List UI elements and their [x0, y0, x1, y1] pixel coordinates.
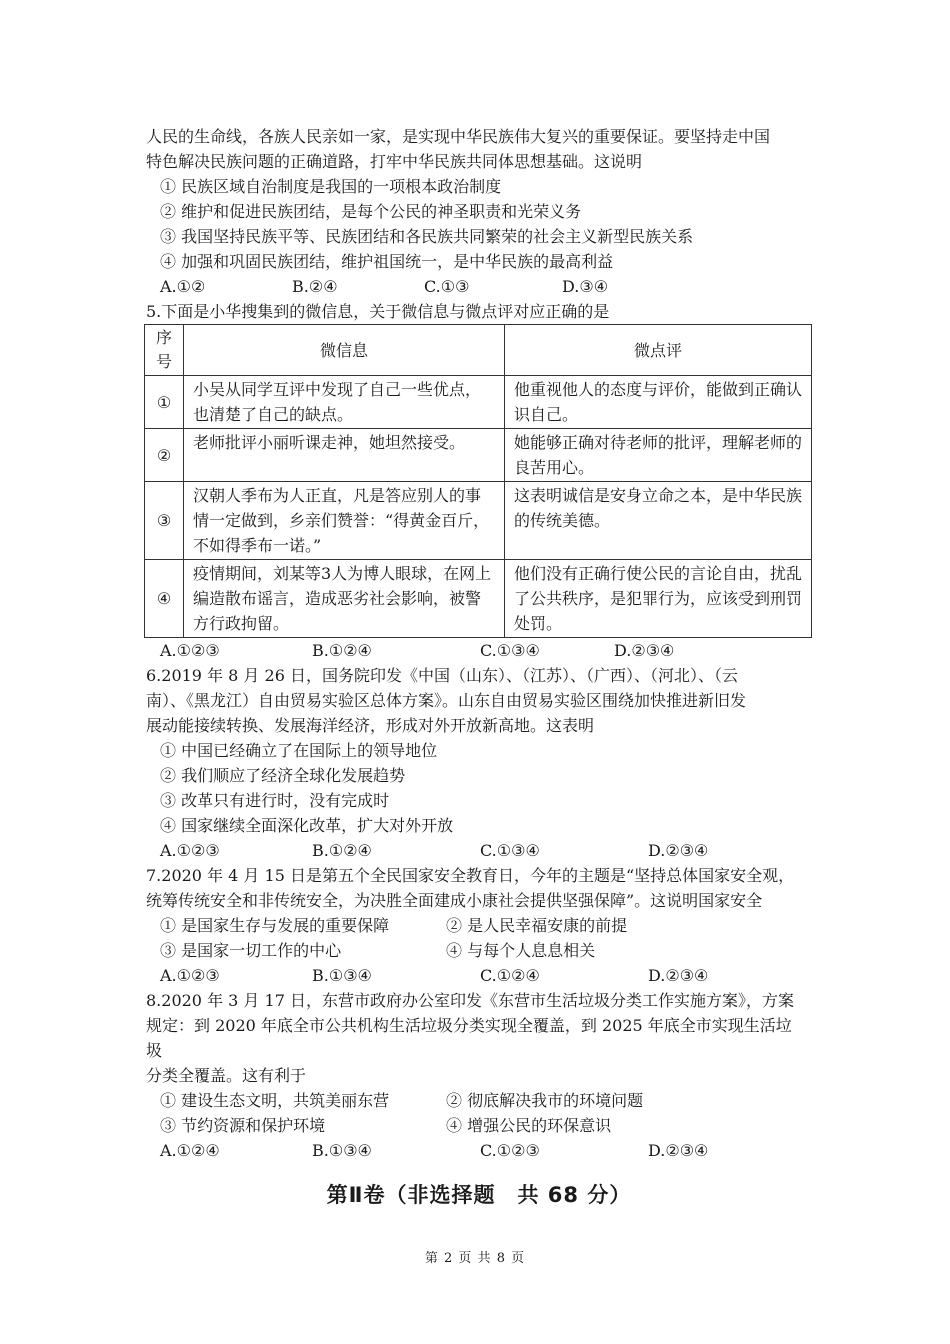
q6-stem-line: 展动能接续转换、发展海洋经济，形成对外开放新高地。这表明 [146, 716, 595, 735]
q8-item: ④ 增强公民的环保意识 [446, 1116, 612, 1135]
q7-item: ④ 与每个人息息相关 [446, 941, 596, 960]
q7-item-row [146, 913, 812, 938]
q4-option-a: A.①② [160, 277, 206, 296]
page-footer: 第 2 页 共 8 页 [424, 1251, 526, 1266]
q4-stem-line: 特色解决民族问题的正确道路，打牢中华民族共同体思想基础。这说明 [146, 152, 643, 171]
q6-item: ④ 国家继续全面深化改革，扩大对外开放 [160, 816, 454, 835]
q7-stem-line: 7.2020 年 4 月 15 日是第五个全民国家安全教育日，今年的主题是“坚持总体国家安全观， [146, 866, 795, 885]
row-comment: 他重视他人的态度与评价，能做到正确认识自己。 [505, 376, 812, 429]
q4-option-b: B.②④ [292, 277, 338, 296]
row-number: ② [145, 429, 184, 482]
q7-item: ③ 是国家一切工作的中心 [160, 941, 342, 960]
q8-item: ③ 节约资源和保护环境 [160, 1116, 326, 1135]
q8-item-row [146, 1113, 812, 1138]
header-info: 微信息 [184, 325, 505, 376]
header-number: 序号 [145, 325, 184, 376]
q7-options [146, 963, 812, 988]
q5-stem: 5.下面是小华搜集到的微信息，关于微信息与微点评对应正确的是 [146, 302, 610, 321]
row-comment: 他们没有正确行使公民的言论自由，扰乱了公共秩序，是犯罪行为，应该受到刑罚处罚。 [505, 560, 812, 638]
row-number: ④ [145, 560, 184, 638]
q5-option-b: B.①②④ [312, 641, 372, 660]
row-comment: 她能够正确对待老师的批评，理解老师的良苦用心。 [505, 429, 812, 482]
q6-options [146, 838, 812, 863]
q4-item: ② 维护和促进民族团结，是每个公民的神圣职责和光荣义务 [160, 202, 582, 221]
q5-option-c: C.①③④ [480, 641, 540, 660]
row-number: ③ [145, 482, 184, 560]
q8-stem-line: 圾 [146, 1041, 163, 1060]
q4-item: ④ 加强和巩固民族团结，维护祖国统一，是中华民族的最高利益 [160, 252, 614, 271]
table-header-row [145, 325, 812, 376]
q8-item: ① 建设生态文明，共筑美丽东营 [160, 1091, 390, 1110]
q6-item: ① 中国已经确立了在国际上的领导地位 [160, 741, 438, 760]
q7-item-row [146, 938, 812, 963]
row-info: 老师批评小丽听课走神，她坦然接受。 [184, 429, 505, 482]
table-row [145, 482, 812, 560]
q6-stem-line: 南）、《黑龙江）自由贸易实验区总体方案》。山东自由贸易实验区围绕加快推进新旧发 [146, 691, 747, 710]
q4-option-d: D.③④ [562, 277, 609, 296]
row-info: 汉朝人季布为人正直，凡是答应别人的事情一定做到，乡亲们赞誉：“得黄金百斤，不如得季布一诺。” [184, 482, 505, 560]
q6-option-d: D.②③④ [648, 841, 709, 860]
exam-page [146, 124, 812, 1209]
table-row [145, 429, 812, 482]
q7-option-b: B.①③④ [312, 966, 372, 985]
q8-option-b: B.①③④ [312, 1141, 372, 1160]
q8-item: ② 彻底解决我市的环境问题 [446, 1091, 644, 1110]
header-comment: 微点评 [505, 325, 812, 376]
q6-option-b: B.①②④ [312, 841, 372, 860]
q7-option-a: A.①②③ [160, 966, 220, 985]
q8-stem-line: 分类全覆盖。这有利于 [146, 1066, 307, 1085]
q4-item: ① 民族区域自治制度是我国的一项根本政治制度 [160, 177, 502, 196]
q8-item-row [146, 1088, 812, 1113]
q6-option-a: A.①②③ [160, 841, 220, 860]
q4-item: ③ 我国坚持民族平等、民族团结和各民族共同繁荣的社会主义新型民族关系 [160, 227, 694, 246]
q4-options [146, 274, 812, 299]
q8-stem-line: 8.2020 年 3 月 17 日，东营市政府办公室印发《东营市生活垃圾分类工作实施方案》，方案 [146, 991, 794, 1010]
q7-item: ① 是国家生存与发展的重要保障 [160, 916, 390, 935]
table-row [145, 560, 812, 638]
q8-option-c: C.①②③ [480, 1141, 540, 1160]
row-comment: 这表明诚信是安身立命之本，是中华民族的传统美德。 [505, 482, 812, 560]
row-info: 疫情期间，刘某等3人为博人眼球，在网上编造散布谣言，造成恶劣社会影响，被警方行政拘留。 [184, 560, 505, 638]
q6-item: ③ 改革只有进行时，没有完成时 [160, 791, 390, 810]
q6-option-c: C.①③④ [480, 841, 540, 860]
table-row [145, 376, 812, 429]
q5-option-d: D.②③④ [614, 641, 675, 660]
q5-table [144, 324, 812, 638]
q7-option-d: D.②③④ [648, 966, 709, 985]
q8-option-a: A.①②④ [160, 1141, 220, 1160]
section-title: 第Ⅱ卷（非选择题 共 68 分） [326, 1183, 632, 1207]
q4-stem-line: 人民的生命线，各族人民亲如一家，是实现中华民族伟大复兴的重要保证。要坚持走中国 [146, 127, 771, 146]
row-number: ① [145, 376, 184, 429]
q6-stem-line: 6.2019 年 8 月 26 日，国务院印发《中国（山东）、（江苏）、（广西）、（河北）、（云 [146, 666, 738, 685]
q5-option-a: A.①②③ [160, 641, 220, 660]
row-info: 小吴从同学互评中发现了自己一些优点，也清楚了自己的缺点。 [184, 376, 505, 429]
q7-stem-line: 统筹传统安全和非传统安全，为决胜全面建成小康社会提供坚强保障”。这说明国家安全 [146, 891, 763, 910]
q8-stem-line: 规定：到 2020 年底全市公共机构生活垃圾分类实现全覆盖，到 2025 年底全市实现生活垃 [146, 1016, 792, 1035]
q6-item: ② 我们顺应了经济全球化发展趋势 [160, 766, 406, 785]
q7-option-c: C.①②④ [480, 966, 540, 985]
q7-item: ② 是人民幸福安康的前提 [446, 916, 628, 935]
q8-options [146, 1138, 812, 1163]
q8-option-d: D.②③④ [648, 1141, 709, 1160]
q5-options [146, 638, 812, 663]
q4-option-c: C.①③ [424, 277, 470, 296]
